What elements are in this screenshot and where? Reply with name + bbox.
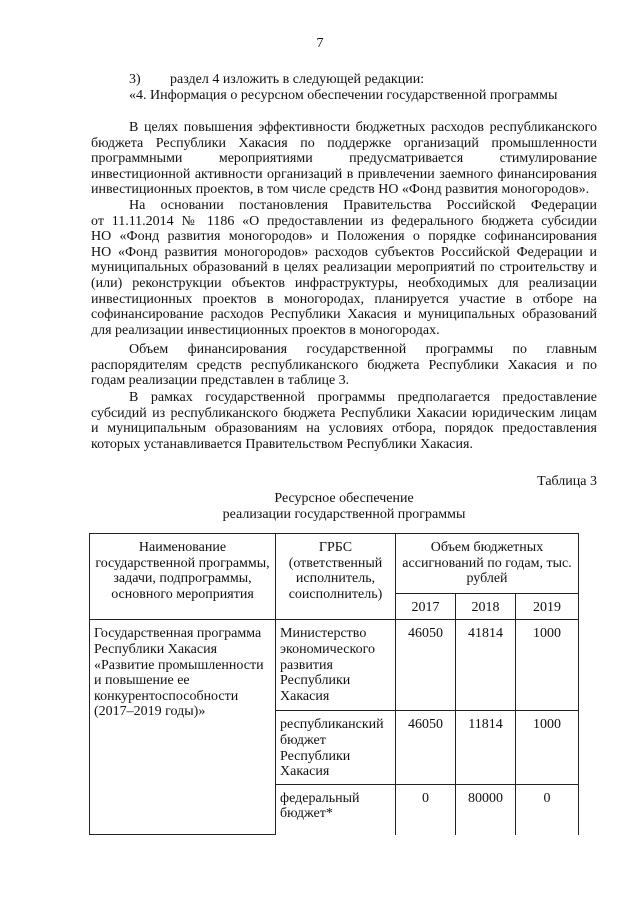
- text-line: распорядителям средств республиканского бюджета Республики Хакасия и по: [91, 357, 597, 373]
- text-line: программными мероприятиями предусматривается стимулирование: [91, 151, 597, 167]
- header-name-cell: Наименование государственной программы, задачи, подпрограммы, основного мероприятия: [90, 534, 276, 620]
- text-line: от 11.11.2014 № 1186 «О предоставлении из федерального бюджета субсидии: [91, 213, 597, 229]
- amendment-line: [91, 72, 597, 88]
- resource-table: [89, 533, 579, 835]
- paragraph-1: [91, 120, 597, 198]
- value-cell: 0: [516, 784, 579, 835]
- text-line: В целях повышения эффективности бюджетных расходов республиканского: [129, 120, 597, 135]
- table-header-row: [90, 534, 579, 594]
- text-line: которых устанавливается Правительством Республики Хакасия.: [91, 436, 473, 452]
- value-cell: 46050: [396, 711, 456, 784]
- text-line: муниципальных образований в целях реализации мероприятий по строительству и: [91, 260, 597, 276]
- grbs-cell: федеральный бюджет*: [276, 784, 396, 835]
- text-line: инвестиционных проектов, в том числе средств НО «Фонд развития моногородов».: [91, 182, 590, 198]
- text-line: инвестиционных проектов в моногородах, планируется участие в отборе на: [91, 291, 597, 307]
- text-line: В рамках государственной программы предполагается предоставление: [129, 390, 597, 405]
- text-line: софинансирование расходов Республики Хакасия и муниципальных образований: [91, 307, 597, 323]
- text-line: для реализации инвестиционных проектов в моногородах.: [91, 322, 440, 338]
- item-number: 3): [129, 72, 141, 87]
- value-cell: 46050: [396, 620, 456, 711]
- value-cell: 1000: [516, 620, 579, 711]
- paragraph-4: [91, 390, 597, 452]
- text-line: субсидий из республиканского бюджета Республики Хакасии юридическим лицам: [91, 405, 597, 421]
- value-cell: 41814: [456, 620, 516, 711]
- table-label: Таблица 3: [537, 474, 597, 489]
- year-cell: 2017: [396, 593, 456, 620]
- grbs-cell: республиканский бюджет Республики Хакасия: [276, 711, 396, 784]
- value-cell: 0: [396, 784, 456, 835]
- text-line: НО «Фонд развития моногородов» и Положения о порядке софинансирования: [91, 229, 597, 245]
- text-line: бюджета Республики Хакасия по поддержке организаций промышленности: [91, 135, 597, 151]
- year-cell: 2019: [516, 593, 579, 620]
- header-volume-cell: Объем бюджетных ассигнований по годам, тыс. рублей: [396, 534, 579, 594]
- text-line: и муниципальным образованиям на условиях отбора, порядок предоставления: [91, 421, 597, 437]
- grbs-cell: Министерство экономического развития Республики Хакасия: [276, 620, 396, 711]
- year-cell: 2018: [456, 593, 516, 620]
- table-caption: [91, 491, 597, 522]
- text-line: годам реализации представлен в таблице 3.: [91, 373, 350, 389]
- paragraph-3: [91, 342, 597, 389]
- text-line: (или) реконструкции объектов инфраструктуры, необходимых для реализации: [91, 275, 597, 291]
- item-text: раздел 4 изложить в следующей редакции:: [170, 72, 425, 87]
- header-grbs-cell: ГРБС (ответственный исполнитель, соисполнитель): [276, 534, 396, 620]
- section-heading: «4. Информация о ресурсном обеспечении государственной программы: [129, 87, 558, 103]
- page-number: 7: [316, 36, 324, 51]
- value-cell: 1000: [516, 711, 579, 784]
- paragraph-2: [91, 198, 597, 338]
- table-row: [90, 620, 579, 711]
- value-cell: 11814: [456, 711, 516, 784]
- text-line: инвестиционной активности организаций в привлечении заемного финансирования: [91, 166, 597, 182]
- program-name-cell: Государственная программа Республики Хакасия «Развитие промышленности и повышение ее конкурентоспособности (2017–2019 годы)»: [90, 620, 276, 835]
- value-cell: 80000: [456, 784, 516, 835]
- text-line: НО «Фонд развития моногородов» расходов субъектов Российской Федерации и: [91, 244, 597, 260]
- text-line: Объем финансирования государственной программы по главным: [129, 342, 597, 357]
- caption-line: реализации государственной программы: [222, 506, 466, 522]
- amendment-item: [91, 72, 597, 103]
- caption-line: Ресурсное обеспечение: [274, 491, 414, 506]
- text-line: На основании постановления Правительства Российской Федерации: [129, 198, 597, 213]
